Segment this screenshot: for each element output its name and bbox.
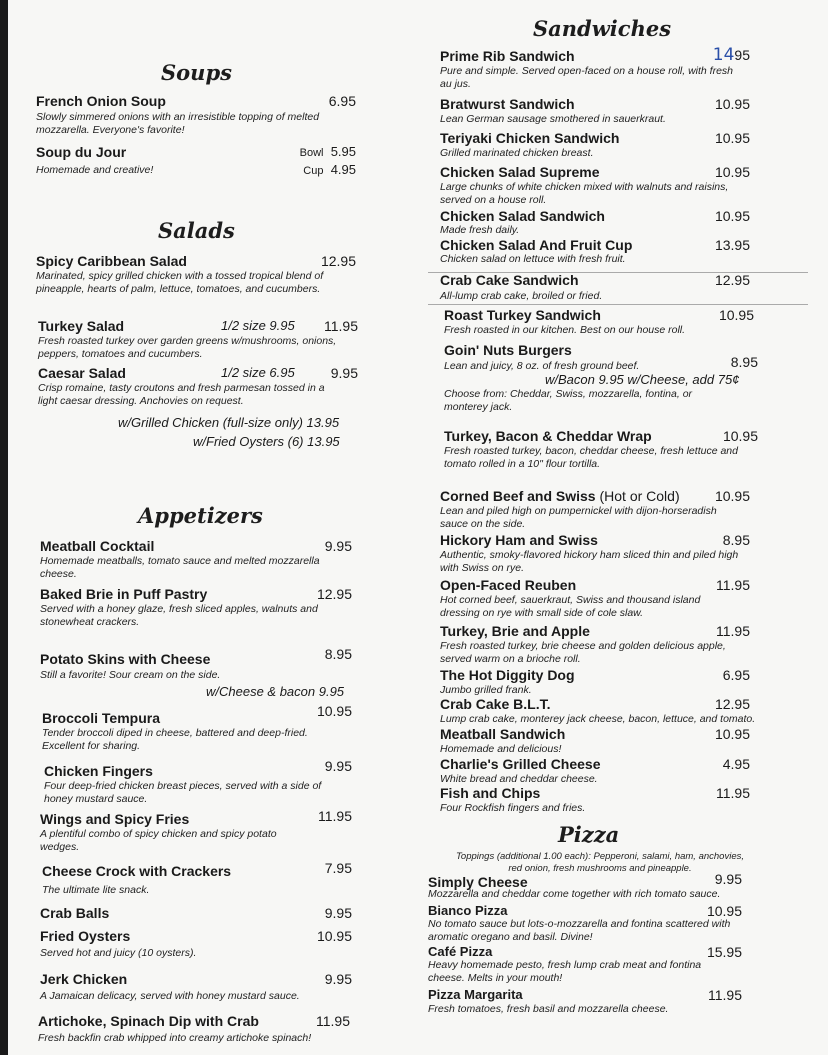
item-description: Slowly simmered onions with an irresistible topping of melted mozzarella. Everyone's favorite! bbox=[36, 111, 320, 136]
item-name: Meatball Sandwich bbox=[440, 726, 566, 742]
item-price: 12.95 bbox=[320, 253, 356, 269]
item-description: Lump crab cake, monterey jack cheese, bacon, lettuce, and tomato. bbox=[440, 713, 756, 725]
item-description: Fresh roasted turkey, bacon, cheddar cheese, fresh lettuce and tomato rolled in a 10" flour tortilla. bbox=[444, 445, 738, 470]
section-title-salads: Salads bbox=[158, 218, 235, 243]
item-price: 9.95 bbox=[324, 905, 352, 921]
item-price: 9.95 bbox=[324, 758, 352, 774]
item-description: Marinated, spicy grilled chicken with a tossed tropical blend of pineapple, hearts of palm, lettuce, tomatoes, and cucumbers. bbox=[36, 270, 324, 295]
item-name: Open-Faced Reuben bbox=[440, 577, 577, 593]
item-name: Broccoli Tempura bbox=[42, 710, 160, 726]
item-price: 6.95 bbox=[328, 93, 356, 109]
item-name: Turkey, Bacon & Cheddar Wrap bbox=[444, 428, 652, 444]
item-price: 10.95 bbox=[706, 903, 742, 919]
caesar-fried-oysters-option: w/Fried Oysters (6) 13.95 bbox=[193, 434, 340, 449]
item-name: Cheese Crock with Crackers bbox=[42, 863, 232, 879]
item-name: Pizza Margarita bbox=[428, 987, 523, 1002]
item-price: 9.95 bbox=[330, 365, 358, 381]
item-description: Fresh roasted turkey over garden greens w/mushrooms, onions, peppers, tomatoes and cucumbers. bbox=[38, 335, 337, 360]
item-price: 12.95 bbox=[316, 586, 352, 602]
item-price: 15.95 bbox=[706, 944, 742, 960]
item-description: Lean German sausage smothered in sauerkraut. bbox=[440, 113, 666, 125]
item-name: Simply Cheese bbox=[428, 874, 528, 890]
item-half-price: 1/2 size 6.95 bbox=[221, 365, 295, 380]
item-description: Mozzarella and cheddar come together with rich tomato sauce. bbox=[428, 888, 721, 900]
item-price: 11.95 bbox=[716, 577, 750, 593]
item-name: Chicken Salad Supreme bbox=[440, 164, 600, 180]
item-price: 11.95 bbox=[716, 623, 750, 639]
item-name: Potato Skins with Cheese bbox=[40, 651, 211, 667]
item-description: Chicken salad on lettuce with fresh fruit. bbox=[440, 253, 626, 265]
potato-skins-bacon-option: w/Cheese & bacon 9.95 bbox=[206, 684, 345, 699]
item-price: 7.95 bbox=[324, 860, 352, 876]
item-description: A Jamaican delicacy, served with honey mustard sauce. bbox=[40, 990, 300, 1002]
section-title-sandwiches: Sandwiches bbox=[533, 16, 672, 41]
item-name: Baked Brie in Puff Pastry bbox=[40, 586, 208, 602]
item-name: Wings and Spicy Fries bbox=[40, 811, 190, 827]
item-name: Caesar Salad bbox=[38, 365, 126, 381]
item-price: 11.95 bbox=[316, 1013, 350, 1029]
item-description: The ultimate lite snack. bbox=[42, 884, 150, 896]
item-description: Homemade and creative! bbox=[36, 164, 154, 176]
item-price: 10.95 bbox=[722, 428, 758, 444]
item-price: 10.95 bbox=[714, 130, 750, 146]
item-description: Large chunks of white chicken mixed with walnuts and raisins, served on a house roll. bbox=[440, 181, 729, 206]
item-description: Fresh roasted turkey, brie cheese and golden delicious apple, served warm on a brioche roll. bbox=[440, 640, 726, 665]
section-title-pizza: Pizza bbox=[558, 822, 620, 847]
item-description: White bread and cheddar cheese. bbox=[440, 773, 598, 785]
item-price: 8.95 bbox=[730, 354, 758, 370]
item-description: Fresh backfin crab whipped into creamy artichoke spinach! bbox=[38, 1032, 312, 1044]
item-price: 10.95 bbox=[714, 726, 750, 742]
item-name: Crab Balls bbox=[40, 905, 110, 921]
item-description: Served hot and juicy (10 oysters). bbox=[40, 947, 197, 959]
item-name: Crab Cake B.L.T. bbox=[440, 696, 551, 712]
item-description: Fresh tomatoes, fresh basil and mozzarella cheese. bbox=[428, 1003, 669, 1015]
item-price: 8.95 bbox=[324, 646, 352, 662]
item-price: 12.95 bbox=[714, 272, 750, 288]
item-name: Jerk Chicken bbox=[40, 971, 128, 987]
item-name: Bianco Pizza bbox=[428, 903, 508, 918]
item-description: Fresh roasted in our kitchen. Best on our house roll. bbox=[444, 324, 686, 336]
item-description: Still a favorite! Sour cream on the side. bbox=[40, 669, 221, 681]
item-description: Authentic, smoky-flavored hickory ham sliced thin and piled high with Swiss on rye. bbox=[440, 549, 739, 574]
burger-addons: w/Bacon 9.95 w/Cheese, add 75¢ bbox=[545, 372, 740, 387]
item-price: 11.95 bbox=[716, 785, 750, 801]
section-title-appetizers: Appetizers bbox=[138, 503, 263, 528]
item-name: The Hot Diggity Dog bbox=[440, 667, 575, 683]
item-price: 4.95 bbox=[722, 756, 750, 772]
item-name: Chicken Salad Sandwich bbox=[440, 208, 605, 224]
item-price: 12.95 bbox=[714, 696, 750, 712]
item-description: Hot corned beef, sauerkraut, Swiss and thousand island dressing on rye with small side of cole slaw. bbox=[440, 594, 701, 619]
item-description: Grilled marinated chicken breast. bbox=[440, 147, 594, 159]
item-description: Lean and juicy, 8 oz. of fresh ground beef. bbox=[444, 360, 640, 372]
item-name: Spicy Caribbean Salad bbox=[36, 253, 187, 269]
item-name: Café Pizza bbox=[428, 944, 493, 959]
item-name: Meatball Cocktail bbox=[40, 538, 155, 554]
item-price: 9.95 bbox=[324, 971, 352, 987]
item-description: Made fresh daily. bbox=[440, 224, 520, 236]
item-price: 11.95 bbox=[318, 808, 352, 824]
item-description: Homemade and delicious! bbox=[440, 743, 562, 755]
item-name: Prime Rib Sandwich bbox=[440, 48, 575, 64]
item-description: Pure and simple. Served open-faced on a house roll, with fresh au jus. bbox=[440, 65, 734, 90]
item-name: Teriyaki Chicken Sandwich bbox=[440, 130, 620, 146]
item-price: 10.95 bbox=[718, 307, 754, 323]
item-name: Roast Turkey Sandwich bbox=[444, 307, 601, 323]
item-price: 10.95 bbox=[714, 96, 750, 112]
item-name: Corned Beef and Swiss (Hot or Cold) bbox=[440, 488, 680, 504]
item-price: 10.95 bbox=[316, 703, 352, 719]
handwritten-price: 14 bbox=[712, 45, 735, 65]
item-description: Lean and piled high on pumpernickel with dijon-horseradish sauce on the side. bbox=[440, 505, 717, 530]
item-name: Hickory Ham and Swiss bbox=[440, 532, 598, 548]
item-price-bowl: Bowl 5.95 bbox=[299, 144, 356, 159]
item-name: Turkey Salad bbox=[38, 318, 125, 334]
item-price: 8.95 bbox=[722, 532, 750, 548]
item-name: Fish and Chips bbox=[440, 785, 541, 801]
item-price: 10.95 bbox=[714, 164, 750, 180]
item-name: Chicken Fingers bbox=[44, 763, 153, 779]
item-description: Homemade meatballs, tomato sauce and melted mozzarella cheese. bbox=[40, 555, 320, 580]
item-price: 11.95 bbox=[708, 987, 742, 1003]
item-price-cup: Cup 4.95 bbox=[303, 162, 356, 177]
item-description: Served with a honey glaze, fresh sliced apples, walnuts and stonewheat crackers. bbox=[40, 603, 318, 628]
item-name: Bratwurst Sandwich bbox=[440, 96, 575, 112]
menu-page bbox=[8, 0, 828, 1055]
pizza-toppings-note: Toppings (additional 1.00 each): Pepperoni, salami, ham, anchovies, red onion, fresh mushrooms and pineapple. bbox=[456, 851, 744, 874]
item-price: 10.95 bbox=[714, 208, 750, 224]
item-description: Tender broccoli diped in cheese, battered and deep-fried. Excellent for sharing. bbox=[42, 727, 308, 752]
item-description: Heavy homemade pesto, fresh lump crab meat and fontina cheese. Melts in your mouth! bbox=[428, 959, 702, 984]
item-name: Chicken Salad And Fruit Cup bbox=[440, 237, 633, 253]
item-half-price: 1/2 size 9.95 bbox=[221, 318, 295, 333]
item-description-cheese-choices: Choose from: Cheddar, Swiss, mozzarella, fontina, or monterey jack. bbox=[444, 388, 693, 413]
item-description: A plentiful combo of spicy chicken and spicy potato wedges. bbox=[40, 828, 277, 853]
item-name: Artichoke, Spinach Dip with Crab bbox=[38, 1013, 259, 1029]
item-price: 10.95 bbox=[316, 928, 352, 944]
item-price: 9.95 bbox=[324, 538, 352, 554]
item-name: Crab Cake Sandwich bbox=[440, 272, 579, 288]
divider-line bbox=[428, 304, 808, 305]
item-description: Crisp romaine, tasty croutons and fresh parmesan tossed in a light caesar dressing. Anchovies on request. bbox=[38, 382, 325, 407]
item-price: 11.95 bbox=[324, 318, 358, 334]
item-description: All-lump crab cake, broiled or fried. bbox=[440, 290, 603, 302]
item-name: Fried Oysters bbox=[40, 928, 131, 944]
item-name: Goin' Nuts Burgers bbox=[444, 342, 572, 358]
item-description: No tomato sauce but lots-o-mozzarella and fontina scattered with aromatic oregano and basil. Divine! bbox=[428, 918, 731, 943]
section-title-soups: Soups bbox=[161, 60, 232, 85]
caesar-grilled-chicken-option: w/Grilled Chicken (full-size only) 13.95 bbox=[118, 415, 340, 430]
item-name: Turkey, Brie and Apple bbox=[440, 623, 590, 639]
item-price: 1495 bbox=[712, 45, 750, 65]
item-description: Four Rockfish fingers and fries. bbox=[440, 802, 586, 814]
item-price: 10.95 bbox=[714, 488, 750, 504]
item-description: Four deep-fried chicken breast pieces, served with a side of honey mustard sauce. bbox=[44, 780, 322, 805]
item-price: 9.95 bbox=[714, 871, 742, 887]
item-price: 13.95 bbox=[714, 237, 750, 253]
item-price: 6.95 bbox=[722, 667, 750, 683]
item-name: Charlie's Grilled Cheese bbox=[440, 756, 601, 772]
item-name: French Onion Soup bbox=[36, 93, 166, 109]
item-name: Soup du Jour bbox=[36, 144, 127, 160]
item-description: Jumbo grilled frank. bbox=[440, 684, 532, 696]
